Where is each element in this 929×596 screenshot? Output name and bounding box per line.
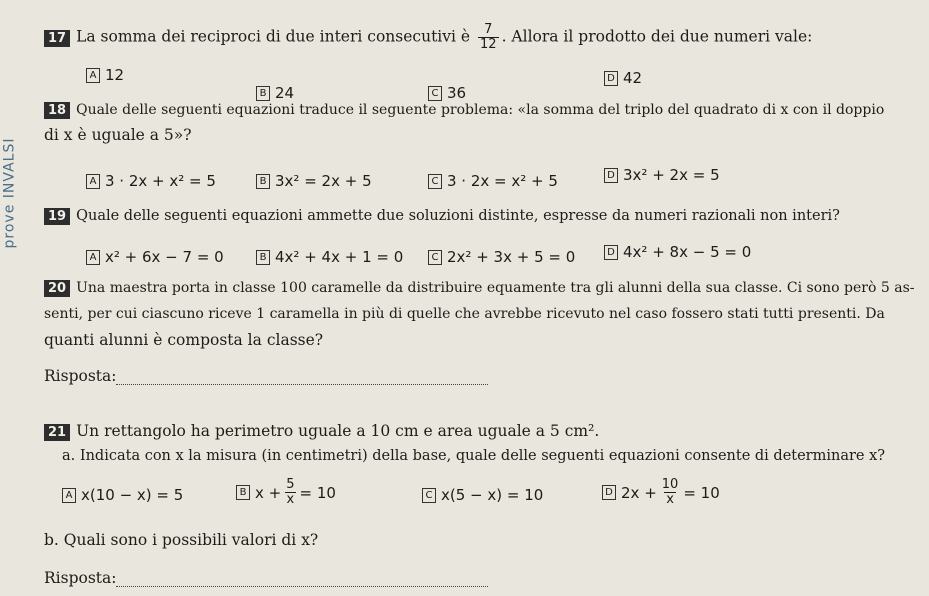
option-d[interactable]: D 2x + $\frac{10}{x}$ = 10 — [602, 478, 720, 507]
option-b[interactable]: B 3x² = 2x + 5 — [256, 172, 372, 190]
side-label: prove INVALSI — [1, 137, 17, 249]
answer-line[interactable] — [116, 384, 488, 385]
question-20-line3: quanti alunni è composta la classe? — [44, 331, 324, 349]
option-c[interactable]: C 3 · 2x = x² + 5 — [428, 172, 558, 190]
question-21-part-b: b. Quali sono i possibili valori di x? — [44, 531, 319, 549]
option-c[interactable]: C 2x² + 3x + 5 = 0 — [428, 248, 575, 266]
question-number: 18 — [44, 102, 70, 119]
question-20-line2: senti, per cui ciascuno riceve 1 caramella in più di quelle che avrebbe ricevuto nel caso fossero stati tutti presenti. Da — [44, 306, 885, 322]
option-b[interactable]: B x + $\frac{5}{x}$ = 10 — [236, 478, 336, 507]
question-17 — [44, 23, 812, 52]
option-d[interactable]: D 42 — [604, 69, 642, 87]
answer-field-21[interactable] — [44, 569, 488, 587]
option-c[interactable]: C x(5 − x) = 10 — [422, 486, 543, 504]
option-a[interactable]: A x² + 6x − 7 = 0 — [86, 248, 224, 266]
question-20 — [44, 280, 914, 297]
answer-label: Risposta: — [44, 367, 117, 385]
option-a[interactable]: A x(10 − x) = 5 — [62, 486, 183, 504]
fraction: $\frac{7}{12}$ — [480, 22, 497, 52]
option-d[interactable]: D 3x² + 2x = 5 — [604, 166, 720, 184]
question-21 — [44, 422, 599, 441]
question-number: 20 — [44, 280, 70, 297]
question-text: Un rettangolo ha perimetro uguale a 10 cm e area uguale a 5 cm². — [76, 422, 600, 440]
answer-field-20[interactable] — [44, 367, 488, 385]
question-21-part-a: a. Indicata con x la misura (in centimetri) della base, quale delle seguenti equazioni consente di determinare x? — [62, 448, 886, 464]
question-18-line2: di x è uguale a 5»? — [44, 126, 192, 144]
option-d[interactable]: D 4x² + 8x − 5 = 0 — [604, 243, 751, 261]
question-18 — [44, 102, 884, 119]
answer-line[interactable] — [116, 586, 488, 587]
question-text: Quale delle seguenti equazioni traduce il seguente problema: «la somma del triplo del quadrato di x con il doppio — [76, 102, 885, 118]
question-number: 21 — [44, 424, 70, 441]
question-text: Quale delle seguenti equazioni ammette due soluzioni distinte, espresse da numeri razionali non interi? — [76, 208, 840, 224]
answer-label: Risposta: — [44, 569, 117, 587]
question-text: Una maestra porta in classe 100 caramelle da distribuire equamente tra gli alunni della sua classe. Ci sono però 5 as- — [76, 280, 915, 296]
question-number: 19 — [44, 208, 70, 225]
question-text-end: . Allora il prodotto dei due numeri vale: — [501, 27, 813, 46]
question-19 — [44, 208, 840, 225]
option-c[interactable]: C 36 — [428, 84, 466, 102]
question-text: La somma dei reciproci di due interi consecutivi è — [76, 27, 471, 46]
option-a[interactable]: A 3 · 2x + x² = 5 — [86, 172, 216, 190]
fraction: $\frac{5}{x}$ — [286, 477, 295, 507]
option-b[interactable]: B 4x² + 4x + 1 = 0 — [256, 248, 403, 266]
fraction: $\frac{10}{x}$ — [661, 477, 679, 507]
option-b[interactable]: B 24 — [256, 84, 294, 102]
question-number: 17 — [44, 30, 70, 47]
option-a[interactable]: A 12 — [86, 66, 124, 84]
